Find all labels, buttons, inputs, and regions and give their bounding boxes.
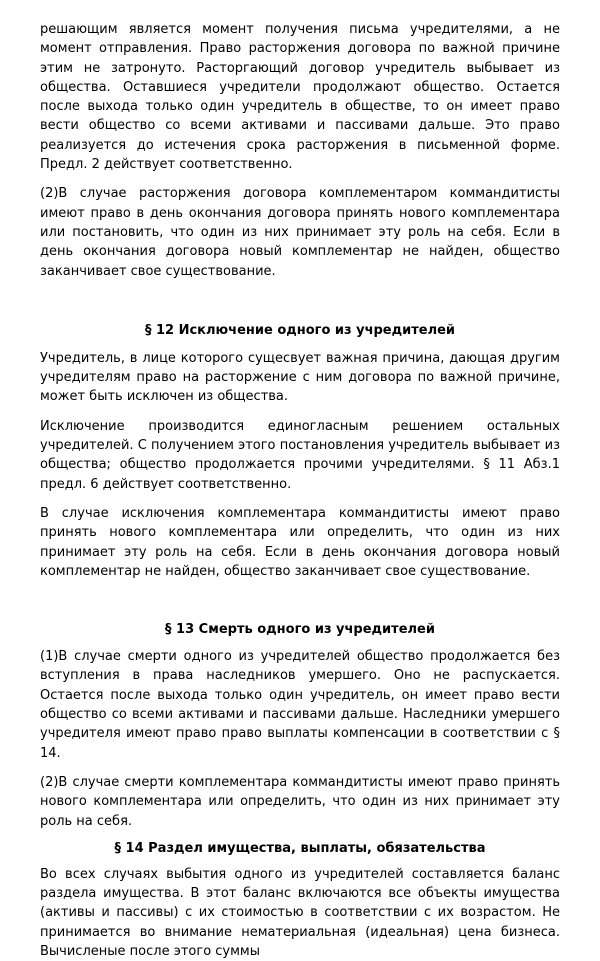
section-13-heading: § 13 Смерть одного из учредителей <box>165 622 435 638</box>
section-14-heading: § 14 Раздел имущества, выплаты, обязательства <box>114 840 486 856</box>
paragraph-2: (2)В случае расторжения договора комплементаром коммандитисты имеют право в день окончания договора принять нового комплементара или постановить, что один из них принимает эту роль на себя. Если в день окончания договора новый комплементар не найден, общество заканчивает свое существование. <box>40 186 560 279</box>
paragraph-intro: решающим является момент получения письма учредителями, а не момент отправления. Право расторжения договора по важной причине этим не затронуто. Расторгающий договор учредитель выбывает из общества. Оставшиеся учредители продолжают общество. Остается после выхода только один учредитель в обществе, то он имеет право вести общество со всеми активами и пассивами дальше. Это право реализуется до истечения срока расторжения в письменной форме. Предл. 2 действует соответственно. <box>40 22 560 173</box>
section-12-paragraph-1: Учредитель, в лице которого сущесвует важная причина, дающая другим учредителям право на расторжение с ним договора по важной причине, может быть исключен из общества. <box>40 350 560 405</box>
section-13-paragraph-1: (1)В случае смерти одного из учредителей общество продолжается без вступления в права наследников умершего. Оно не распускается. Остается после выхода только один учредитель, он имеет право вести общество со всеми активами и пассивами дальше. Наследники умершего учредителя имеют право право выплаты компенсации в соответствии с § 14. <box>40 649 560 761</box>
section-12-paragraph-3: В случае исключения комплементара коммандитисты имеют право принять нового комплементара или определить, что один из них принимает эту роль на себя. Если в день окончания договора новый комплементар не найден, общество заканчивает свое существование. <box>40 505 560 579</box>
section-13-paragraph-2: (2)В случае смерти комплементара коммандитисты имеют право принять нового комплементара или определить, что один из них принимает эту роль на себя. <box>40 774 560 829</box>
section-12-paragraph-2: Исключение производится единогласным решением остальных учредителей. С получением этого постановления учредитель выбывает из общества; общество продолжается прочими учредителями. § 11 Абз.1 предл. 6 действует соответственно. <box>40 418 560 492</box>
section-14-paragraph-1: Во всех случаях выбытия одного из учредителей составляется баланс раздела имущества. В этот баланс включаются все объекты имущества (активы и пассивы) с их стоимостью в соответствии с их возрастом. Не принимается во внимание нематериальная (идеальная) цена бизнеса. Вычисленые после этого суммы <box>40 866 560 959</box>
section-12-heading: § 12 Исключение одного из учредителей <box>144 322 456 338</box>
